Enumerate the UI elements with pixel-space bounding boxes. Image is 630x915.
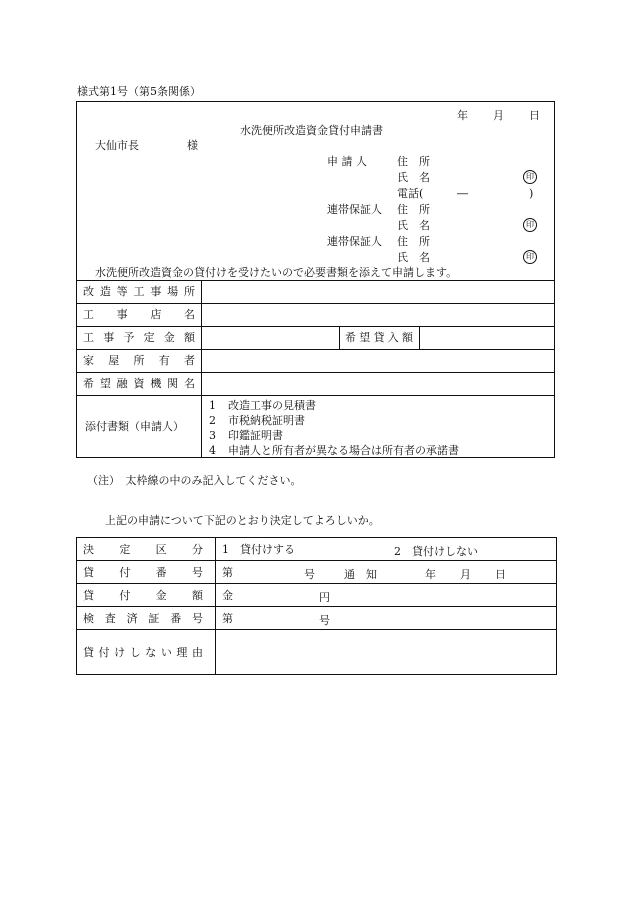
declaration-text: 水洗便所改造資金の貸付けを受けたいので必要書類を添えて申請します。 (95, 266, 458, 279)
attachment-item (209, 445, 459, 456)
attachment-text: 印鑑証明書 (228, 429, 283, 442)
label-owner: 家 屋 所 有 者 (83, 354, 195, 367)
loan-number-go: 号 (304, 568, 315, 581)
applicant-role: 申 請 人 (327, 155, 367, 168)
table-row (77, 584, 557, 607)
attachment-text: 改造工事の見積書 (228, 399, 316, 412)
guarantor1-role: 連帯保証人 (327, 203, 382, 216)
decision-option-nolend: 2 貸付けしない (394, 545, 478, 558)
table-row (77, 538, 557, 561)
guarantor1-name-label: 氏 名 (397, 219, 430, 232)
table-row (77, 630, 557, 675)
inspection-number-label: 検 査 済 証 番 号 (83, 612, 203, 625)
applicant-phone-dash: ― (457, 187, 468, 200)
attachment-text: 市税納税証明書 (228, 414, 305, 427)
notice-month: 月 (460, 568, 471, 581)
attachment-text: 申請人と所有者が異なる場合は所有者の承諾書 (228, 444, 459, 457)
notice-year: 年 (425, 568, 436, 581)
guarantor1-address-label: 住 所 (397, 203, 430, 216)
applicant-phone-label: 電話( (397, 187, 424, 200)
table-row (77, 607, 557, 630)
loan-number-label: 貸 付 番 号 (83, 566, 203, 579)
amount-yen: 円 (319, 591, 330, 604)
inspection-dai: 第 (222, 612, 233, 625)
no-lend-reason-field (216, 630, 557, 675)
label-contractor: 工 事 店 名 (83, 308, 195, 321)
loan-amount-label: 貸 付 金 額 (83, 589, 203, 602)
date-month: 月 (493, 109, 504, 122)
guarantor1-seal-icon: 印 (523, 218, 537, 232)
guarantor2-role: 連帯保証人 (327, 235, 382, 248)
applicant-name-label: 氏 名 (397, 171, 430, 184)
decision-table (76, 537, 557, 675)
note-text: （注） 太枠線の中のみ記入してください。 (87, 474, 302, 487)
no-lend-reason-label: 貸 付 け し な い 理 由 (83, 646, 203, 659)
label-desired-loan: 希 望 貸 入 額 (345, 331, 413, 344)
document-title: 水洗便所改造資金貸付申請書 (240, 124, 383, 137)
addressee-honorific: 様 (187, 139, 198, 152)
notice-day: 日 (495, 568, 506, 581)
attachment-num: 3 (209, 429, 216, 442)
date-day: 日 (529, 109, 540, 122)
form-number: 様式第1号（第5条関係） (77, 85, 201, 98)
attachment-num: 2 (209, 414, 216, 427)
attachment-item (209, 415, 305, 426)
label-lender: 希 望 融 資 機 関 名 (83, 377, 195, 390)
attachment-num: 1 (209, 399, 216, 412)
applicant-address-label: 住 所 (397, 155, 430, 168)
attachment-item (209, 430, 283, 441)
addressee-name: 大仙市長 (95, 139, 139, 152)
guarantor2-address-label: 住 所 (397, 235, 430, 248)
attachment-item (209, 400, 316, 411)
inspection-go: 号 (319, 614, 330, 627)
applicant-phone-close: ) (529, 187, 534, 200)
decision-intro: 上記の申請について下記のとおり決定してよろしいか。 (105, 514, 380, 527)
label-site: 改 造 等 工 事 場 所 (83, 285, 195, 298)
application-box (76, 101, 555, 458)
date-year: 年 (457, 109, 468, 122)
decision-option-lend: 1 貸付けする (222, 543, 295, 556)
notice-label: 通 知 (344, 568, 377, 581)
loan-number-dai: 第 (222, 566, 233, 579)
attachment-num: 4 (209, 444, 216, 457)
label-attachments: 添付書類（申請人） (85, 420, 184, 433)
amount-kin: 金 (222, 589, 233, 602)
guarantor2-name-label: 氏 名 (397, 251, 430, 264)
table-row (77, 561, 557, 584)
decision-category-label: 決 定 区 分 (83, 543, 203, 556)
label-estimated-cost: 工 事 予 定 金 額 (83, 331, 195, 344)
guarantor2-seal-icon: 印 (523, 250, 537, 264)
applicant-seal-icon: 印 (523, 170, 537, 184)
